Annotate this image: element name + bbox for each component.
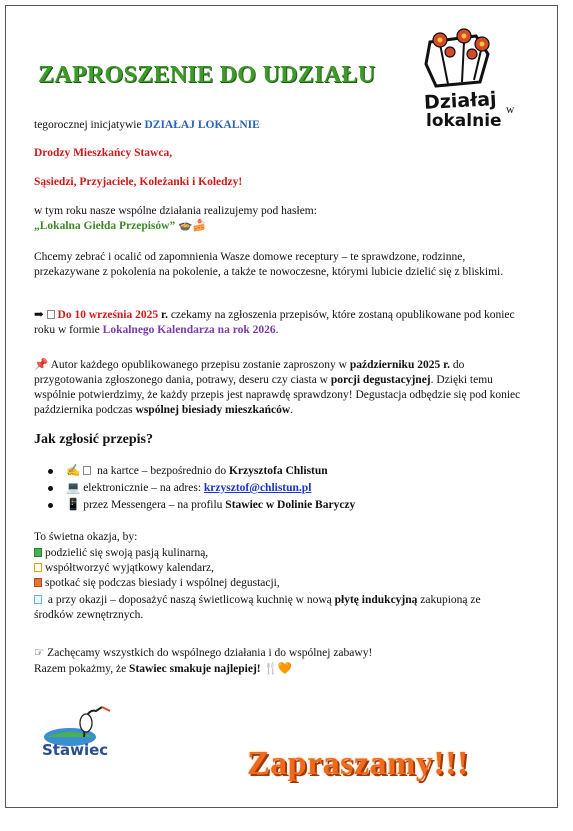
pushpin-icon: 📌 [34, 359, 49, 371]
deadline-year-suffix: r. [158, 309, 168, 321]
email-link[interactable]: krzysztof@chlistun.pl [203, 482, 312, 494]
submission-methods [34, 464, 514, 515]
opportunity-item [34, 593, 521, 623]
closing-slogan [34, 662, 292, 677]
method-paper-text: na kartce – bezpośrednio do [94, 465, 229, 477]
bullet [48, 503, 53, 508]
tasting-text-1: Autor każdego opublikowanego przepisu zostanie zaproszony w [48, 359, 350, 371]
opportunities-list [34, 546, 521, 623]
green-square-icon [34, 548, 42, 557]
induction-plate: płytę indukcyjną [334, 594, 418, 606]
closing-encouragement: ☞ Zachęcamy wszystkich do wspólnego działania i do wspólnej zabawy! [34, 647, 373, 659]
method-messenger [34, 498, 514, 515]
stawiec-logo-text: Stawiec [42, 741, 109, 759]
opportunity-text: współtworzyć wyjątkowy kalendarz, [45, 562, 214, 574]
motto-emoji: 🍲🍰 [178, 220, 207, 232]
tasting-feast: wspólnej biesiady mieszkańców [135, 404, 291, 416]
opportunity-text: spotkać się podczas biesiady i wspólnej degustacji, [45, 577, 280, 589]
phone-icon: 📱 [66, 499, 81, 511]
greeting-residents: Drodzy Mieszkańcy Stawca, [34, 147, 173, 159]
tasting-portion: porcji degustacyjnej [330, 374, 431, 386]
closing-text: Razem pokażmy, że [34, 663, 130, 675]
opportunity-text-end: zakupioną ze środków zewnętrznych. [34, 594, 481, 621]
motto-block [34, 204, 317, 234]
deadline-text: czekamy na zgłoszenia przepisów, które zostaną opublikowane pod koniec roku w formie [34, 309, 515, 336]
writing-hand-icon: ✍ [66, 465, 81, 477]
yellow-square-icon [34, 563, 42, 572]
initiative-name: DZIAŁAJ LOKALNIE [144, 119, 260, 131]
paragraph-deadline [34, 308, 521, 338]
placeholder-glyph-icon [47, 310, 55, 319]
opportunity-item [34, 561, 521, 576]
bullet [48, 486, 53, 491]
bullet [48, 469, 53, 474]
method-email [34, 481, 514, 498]
stawiec-logo [40, 703, 112, 759]
contact-person: Krzysztofa Chlistun [228, 465, 328, 477]
logo-line1: Działaj [423, 88, 498, 114]
opportunity-text: a przy okazji – doposażyć naszą świetlicową kuchnię w nową [45, 594, 335, 606]
tasting-text-2: do przygotowania zgłoszonego dania, potrawy, deseru czy ciasta w [34, 359, 465, 386]
method-messenger-text: przez Messengera – na profilu [80, 499, 226, 511]
motto-slogan: „Lokalna Giełda Przepisów” [34, 220, 176, 232]
calendar-name: Lokalnego Kalendarza na rok 2026 [102, 324, 276, 336]
logo-line2: lokalnie [426, 111, 502, 131]
tasting-text-4: . [290, 404, 294, 416]
cutlery-heart-icon: 🍴🧡 [260, 663, 293, 675]
paragraph-tasting [34, 358, 521, 418]
placeholder-glyph-icon [83, 466, 91, 475]
dzialaj-lokalnie-logo [418, 24, 500, 136]
tasting-text-3: . Dzięki temu wspólnie potwierdzimy, że każdy przepis jest naprawdę sprawdzony! Degustacja odbędzie się pod koniec października podczas [34, 374, 521, 416]
invite-banner: Zapraszamy!!! [247, 745, 469, 782]
opportunity-item [34, 546, 521, 561]
intro-line [34, 118, 260, 133]
opportunity-text: podzielić się swoją pasją kulinarną, [45, 547, 209, 559]
opportunity-heading: To świetna okazja, by: [34, 531, 138, 543]
motto-lead: w tym roku nasze wspólne działania realizujemy pod hasłem: [34, 205, 317, 217]
messenger-profile: Stawiec w Dolinie Baryczy [225, 499, 356, 511]
how-to-heading: Jak zgłosić przepis? [34, 432, 153, 447]
laptop-icon: 💻 [66, 482, 81, 494]
paragraph-recipes: Chcemy zebrać i ocalić od zapomnienia Wasze domowe receptury – te sprawdzone, rodzinne, przekazywane z pokolenia na pokolenie, a także te nowoczesne, którymi lubicie dzielić się z bliskimi. [34, 251, 504, 278]
stawiec-tastes-best: Stawiec smakuje najlepiej! [129, 663, 261, 675]
tasting-month: październiku 2025 r. [349, 359, 451, 371]
logo-suffix: w [506, 104, 515, 116]
invitation-title: ZAPROSZENIE DO UDZIAŁU [38, 62, 376, 88]
blue-square-icon [34, 595, 42, 604]
method-paper [34, 464, 514, 481]
method-email-text: elektronicznie – na adres: [80, 482, 204, 494]
opportunity-item [34, 576, 521, 591]
arrow-right-icon: ➡ [34, 309, 44, 321]
deadline-date: Do 10 września 2025 [57, 309, 159, 321]
greeting-neighbours: Sąsiedzi, Przyjaciele, Koleżanki i Koledzy! [34, 176, 243, 188]
orange-square-icon [34, 578, 42, 587]
intro-prefix: tegorocznej inicjatywie [34, 119, 145, 131]
deadline-end: . [275, 324, 279, 336]
